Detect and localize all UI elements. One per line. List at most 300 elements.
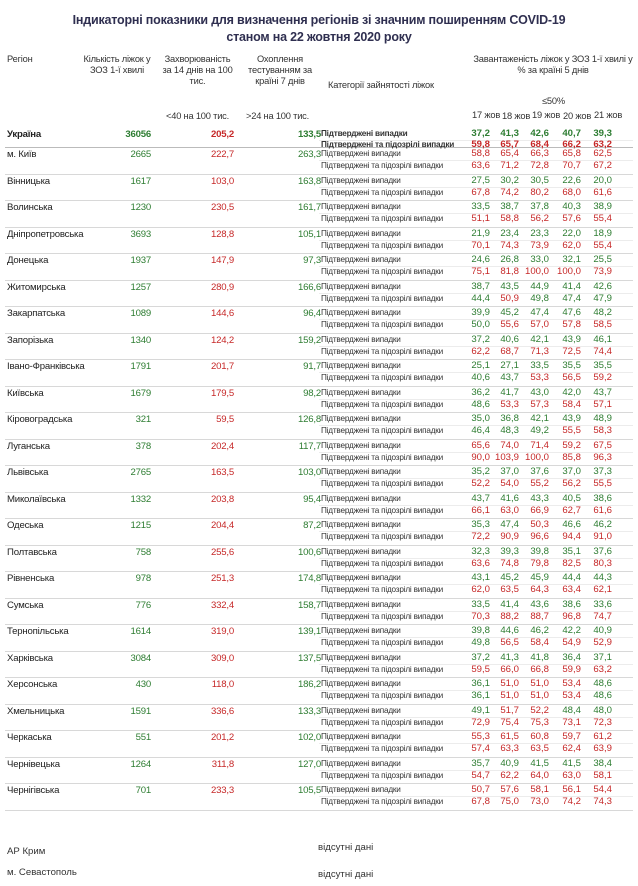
occupancy-confirmed: 48,0 [593, 704, 612, 716]
occupancy-suspected: 82,5 [562, 557, 581, 569]
occupancy-suspected: 80,2 [530, 186, 549, 198]
testing-value: 96,4 [303, 308, 321, 319]
occupancy-confirmed: 46,2 [530, 625, 549, 636]
occupancy-suspected: 74,8 [500, 557, 519, 569]
occupancy-confirmed: 40,3 [562, 201, 581, 212]
day-header: 18 жов [502, 111, 531, 121]
category-confirmed: Підтверджені випадки [321, 129, 408, 138]
occupancy-suspected: 55,2 [530, 478, 549, 489]
table-row [5, 652, 633, 679]
day-header: 19 жов [532, 110, 561, 120]
testing-value: 158,7 [297, 599, 321, 611]
region-name: Чернівецька [7, 758, 60, 770]
category-confirmed: Підтверджені випадки [321, 573, 401, 582]
region-name: Херсонська [7, 679, 58, 690]
category-suspected: Підтверджені та підозрілі випадки [321, 373, 444, 382]
occupancy-confirmed: 43,7 [471, 492, 490, 504]
table-row [5, 758, 633, 785]
region-name: Рівненська [7, 573, 55, 584]
category-suspected: Підтверджені та підозрілі випадки [321, 240, 444, 250]
category-confirmed: Підтверджені випадки [321, 387, 401, 397]
testing-value: 161,7 [297, 202, 321, 213]
occupancy-confirmed: 40,9 [593, 625, 612, 636]
region-name: Донецька [7, 255, 49, 266]
category-suspected: Підтверджені та підозрілі випадки [321, 797, 444, 806]
occupancy-suspected: 72,3 [593, 716, 612, 728]
category-confirmed: Підтверджені випадки [321, 255, 401, 264]
category-suspected: Підтверджені та підозрілі випадки [321, 505, 444, 515]
occupancy-suspected: 96,8 [562, 610, 581, 622]
table-row [5, 572, 633, 599]
occupancy-confirmed: 21,9 [471, 227, 490, 239]
beds-count: 1340 [130, 334, 151, 346]
occupancy-confirmed: 32,1 [562, 254, 581, 265]
occupancy-suspected: 63,2 [593, 663, 612, 675]
occupancy-confirmed: 41,6 [500, 492, 519, 504]
header-incidence: Захворюваність за 14 днів на 100 тис. [162, 54, 233, 86]
region-name: Вінницька [7, 175, 50, 187]
threshold-occupancy: ≤50% [542, 96, 565, 106]
occupancy-confirmed: 49,1 [471, 704, 490, 716]
occupancy-suspected: 74,3 [593, 796, 612, 807]
occupancy-suspected: 80,3 [593, 557, 612, 569]
incidence-value: 319,0 [210, 626, 234, 637]
occupancy-confirmed: 66,3 [530, 148, 549, 159]
category-suspected: Підтверджені та підозрілі випадки [321, 479, 444, 488]
beds-count: 1937 [130, 255, 151, 266]
occupancy-suspected: 50,9 [500, 292, 519, 304]
category-suspected: Підтверджені та підозрілі випадки [321, 611, 444, 621]
occupancy-suspected: 59,5 [471, 663, 490, 675]
occupancy-suspected: 72,8 [530, 160, 549, 171]
region-name: Сумська [7, 599, 44, 611]
testing-value: 133,5 [297, 129, 321, 140]
occupancy-confirmed: 30,2 [500, 174, 519, 186]
category-suspected: Підтверджені та підозрілі випадки [321, 293, 444, 303]
testing-value: 95,4 [303, 493, 321, 505]
testing-value: 126,8 [297, 414, 321, 425]
category-confirmed: Підтверджені випадки [321, 732, 401, 741]
region-name: Тернопільська [7, 626, 69, 637]
beds-count: 3084 [130, 652, 151, 664]
testing-value: 100,6 [297, 546, 321, 558]
table-row [5, 148, 633, 175]
occupancy-confirmed: 50,3 [530, 519, 549, 530]
occupancy-confirmed: 37,2 [471, 333, 490, 345]
occupancy-confirmed: 44,9 [530, 280, 549, 292]
occupancy-suspected: 66,9 [530, 504, 549, 516]
testing-value: 186,2 [297, 679, 321, 690]
occupancy-confirmed: 41,4 [562, 280, 581, 292]
occupancy-suspected: 67,8 [471, 186, 490, 198]
table-row [5, 254, 633, 281]
occupancy-confirmed: 43,3 [530, 492, 549, 504]
occupancy-suspected: 103,9 [494, 451, 519, 463]
occupancy-suspected: 58,5 [593, 319, 612, 330]
header-category: Категорії зайнятості ліжок [328, 80, 434, 90]
occupancy-suspected: 74,4 [593, 345, 612, 357]
occupancy-suspected: 74,2 [500, 186, 519, 198]
occupancy-confirmed: 41,4 [500, 598, 519, 610]
occupancy-suspected: 72,9 [471, 716, 490, 728]
table-row [5, 625, 633, 652]
occupancy-confirmed: 33,6 [593, 598, 612, 610]
occupancy-confirmed: 40,7 [562, 128, 581, 139]
region-name: Полтавська [7, 546, 57, 558]
occupancy-confirmed: 22,0 [562, 227, 581, 239]
occupancy-confirmed: 61,2 [593, 731, 612, 742]
occupancy-confirmed: 67,5 [593, 439, 612, 451]
occupancy-suspected: 51,0 [530, 690, 549, 701]
occupancy-suspected: 54,0 [500, 478, 519, 489]
table-row [5, 519, 633, 546]
occupancy-confirmed: 39,9 [471, 307, 490, 318]
testing-value: 103,0 [297, 467, 321, 478]
category-suspected: Підтверджені та підозрілі випадки [321, 267, 444, 276]
occupancy-confirmed: 54,4 [593, 784, 612, 795]
indicators-table [5, 128, 633, 811]
category-confirmed: Підтверджені випадки [321, 440, 401, 450]
category-confirmed: Підтверджені випадки [321, 599, 401, 609]
category-suspected: Підтверджені та підозрілі випадки [321, 744, 444, 753]
occupancy-suspected: 58,3 [593, 425, 612, 436]
occupancy-confirmed: 35,7 [471, 757, 490, 769]
occupancy-confirmed: 56,1 [562, 784, 581, 795]
occupancy-suspected: 48,6 [593, 690, 612, 701]
occupancy-suspected: 52,2 [471, 478, 490, 489]
occupancy-confirmed: 37,0 [562, 466, 581, 477]
category-confirmed: Підтверджені випадки [321, 520, 401, 529]
occupancy-confirmed: 74,0 [500, 439, 519, 451]
occupancy-confirmed: 71,4 [530, 439, 549, 451]
occupancy-suspected: 47,9 [593, 292, 612, 304]
table-row [5, 731, 633, 758]
occupancy-confirmed: 35,0 [471, 413, 490, 424]
category-suspected: Підтверджені та підозрілі випадки [321, 558, 444, 568]
beds-count: 1332 [130, 493, 151, 505]
occupancy-suspected: 94,4 [562, 531, 581, 542]
occupancy-confirmed: 43,6 [530, 598, 549, 610]
region-name: м. Київ [7, 149, 37, 160]
occupancy-suspected: 75,4 [500, 716, 519, 728]
occupancy-confirmed: 37,2 [471, 128, 490, 139]
incidence-value: 144,6 [210, 308, 234, 319]
occupancy-suspected: 59,9 [562, 663, 581, 675]
occupancy-suspected: 63,0 [562, 769, 581, 781]
occupancy-confirmed: 37,8 [530, 201, 549, 212]
table-row [5, 387, 633, 414]
incidence-value: 311,8 [211, 758, 234, 770]
occupancy-confirmed: 61,5 [500, 731, 519, 742]
category-suspected: Підтверджені та підозрілі випадки [321, 320, 444, 329]
occupancy-suspected: 66,8 [530, 663, 549, 675]
occupancy-confirmed: 27,5 [471, 174, 490, 186]
category-confirmed: Підтверджені випадки [321, 546, 401, 556]
occupancy-suspected: 62,2 [500, 769, 519, 781]
testing-value: 98,2 [303, 387, 321, 399]
occupancy-confirmed: 43,7 [593, 386, 612, 398]
occupancy-confirmed: 59,7 [562, 731, 581, 742]
occupancy-confirmed: 41,5 [562, 757, 581, 769]
occupancy-confirmed: 37,6 [530, 466, 549, 477]
occupancy-suspected: 44,4 [471, 292, 490, 304]
occupancy-confirmed: 42,1 [530, 413, 549, 424]
testing-value: 117,7 [298, 440, 321, 452]
category-suspected: Підтверджені та підозрілі випадки [321, 399, 444, 409]
table-row [5, 599, 633, 626]
category-suspected: Підтверджені та підозрілі випадки [321, 664, 444, 674]
occupancy-suspected: 43,7 [500, 372, 519, 383]
beds-count: 1591 [130, 705, 151, 717]
table-row [5, 440, 633, 467]
table-row [5, 413, 633, 440]
category-confirmed: Підтверджені випадки [321, 652, 401, 662]
occupancy-confirmed: 46,2 [593, 519, 612, 530]
occupancy-confirmed: 47,4 [500, 519, 519, 530]
beds-count: 1614 [130, 626, 151, 637]
occupancy-confirmed: 33,5 [530, 360, 549, 371]
occupancy-confirmed: 24,6 [471, 254, 490, 265]
day-header: 21 жов [594, 110, 623, 120]
occupancy-confirmed: 42,2 [562, 625, 581, 636]
occupancy-suspected: 57,1 [593, 398, 612, 410]
occupancy-suspected: 71,2 [500, 160, 519, 171]
category-confirmed: Підтверджені випадки [321, 785, 401, 794]
occupancy-suspected: 96,3 [593, 451, 612, 463]
testing-value: 102,0 [297, 732, 321, 743]
incidence-value: 222,7 [210, 149, 234, 160]
beds-count: 1215 [130, 520, 151, 531]
occupancy-confirmed: 30,5 [530, 174, 549, 186]
occupancy-suspected: 59,2 [593, 372, 612, 383]
occupancy-confirmed: 42,0 [562, 386, 581, 398]
header-occupancy: Завантаженість ліжок у ЗОЗ 1-ї хвилі у % за країні 5 днів [473, 54, 633, 75]
occupancy-suspected: 63,2 [593, 139, 612, 150]
table-row [5, 228, 633, 255]
testing-value: 87,2 [303, 520, 321, 531]
table-row [5, 334, 633, 361]
occupancy-suspected: 68,0 [562, 186, 581, 198]
occupancy-confirmed: 41,5 [530, 757, 549, 769]
occupancy-confirmed: 37,0 [500, 466, 519, 477]
occupancy-confirmed: 46,1 [593, 333, 612, 345]
beds-count: 1791 [130, 361, 151, 372]
occupancy-suspected: 64,3 [530, 584, 549, 595]
testing-value: 133,3 [297, 705, 321, 717]
incidence-value: 336,6 [210, 705, 234, 717]
beds-count: 2665 [130, 149, 151, 160]
occupancy-confirmed: 39,8 [471, 625, 490, 636]
category-confirmed: Підтверджені випадки [321, 281, 401, 291]
occupancy-confirmed: 48,4 [562, 704, 581, 716]
occupancy-confirmed: 35,1 [562, 545, 581, 557]
occupancy-confirmed: 39,3 [593, 128, 612, 139]
table-row [5, 678, 633, 705]
category-confirmed: Підтверджені випадки [321, 308, 401, 317]
category-confirmed: Підтверджені випадки [321, 202, 401, 211]
occupancy-confirmed: 45,2 [500, 572, 519, 583]
occupancy-suspected: 72,5 [562, 345, 581, 357]
occupancy-suspected: 51,0 [500, 690, 519, 701]
occupancy-suspected: 65,7 [500, 139, 519, 150]
occupancy-suspected: 63,0 [500, 504, 519, 516]
occupancy-confirmed: 38,7 [500, 201, 519, 212]
category-confirmed: Підтверджені випадки [321, 493, 401, 503]
region-name: Хмельницька [7, 705, 65, 717]
incidence-value: 59,5 [216, 414, 234, 425]
occupancy-suspected: 66,1 [471, 504, 490, 516]
occupancy-confirmed: 37,1 [593, 651, 612, 663]
occupancy-suspected: 75,1 [471, 266, 490, 277]
occupancy-suspected: 54,9 [562, 637, 581, 648]
occupancy-confirmed: 39,8 [530, 545, 549, 557]
region-name: Закарпатська [7, 308, 65, 319]
occupancy-confirmed: 38,7 [471, 280, 490, 292]
category-suspected: Підтверджені та підозрілі випадки [321, 426, 444, 435]
day-header: 17 жов [472, 110, 501, 120]
occupancy-suspected: 49,8 [530, 292, 549, 304]
incidence-value: 251,3 [210, 573, 234, 584]
occupancy-suspected: 63,9 [593, 743, 612, 754]
testing-value: 105,1 [297, 228, 321, 240]
occupancy-confirmed: 44,3 [593, 572, 612, 583]
category-suspected: Підтверджені та підозрілі випадки [321, 214, 444, 223]
occupancy-suspected: 70,1 [471, 239, 490, 251]
occupancy-confirmed: 25,1 [471, 360, 490, 371]
beds-count: 1617 [130, 175, 151, 187]
occupancy-suspected: 96,6 [530, 531, 549, 542]
occupancy-suspected: 47,4 [562, 292, 581, 304]
occupancy-suspected: 55,6 [500, 319, 519, 330]
testing-value: 166,6 [297, 281, 321, 293]
occupancy-confirmed: 25,5 [593, 254, 612, 265]
occupancy-confirmed: 38,9 [593, 201, 612, 212]
occupancy-confirmed: 41,8 [530, 651, 549, 663]
occupancy-confirmed: 47,6 [562, 307, 581, 318]
header-testing: Охоплення тестуванням за країні 7 днів [248, 54, 312, 86]
occupancy-suspected: 62,0 [471, 584, 490, 595]
incidence-value: 128,8 [210, 228, 234, 240]
occupancy-confirmed: 37,6 [593, 545, 612, 557]
beds-count: 36056 [125, 129, 151, 140]
header-beds: Кількість ліжок у ЗОЗ 1-ї хвилі [83, 54, 151, 75]
incidence-value: 280,9 [210, 281, 234, 293]
occupancy-confirmed: 20,0 [593, 174, 612, 186]
region-name: Луганська [7, 440, 50, 452]
table-row [5, 493, 633, 520]
occupancy-confirmed: 41,7 [500, 386, 519, 398]
occupancy-confirmed: 53,4 [562, 678, 581, 689]
occupancy-confirmed: 43,0 [530, 386, 549, 398]
region-name: Дніпропетровська [7, 228, 84, 240]
occupancy-suspected: 63,4 [562, 584, 581, 595]
occupancy-suspected: 55,5 [593, 478, 612, 489]
occupancy-confirmed: 51,0 [530, 678, 549, 689]
occupancy-confirmed: 39,3 [500, 545, 519, 557]
occupancy-suspected: 59,8 [471, 139, 490, 150]
occupancy-confirmed: 36,8 [500, 413, 519, 424]
occupancy-suspected: 73,9 [593, 266, 612, 277]
occupancy-confirmed: 37,2 [471, 651, 490, 663]
occupancy-suspected: 68,7 [500, 345, 519, 357]
occupancy-suspected: 90,9 [500, 531, 519, 542]
occupancy-suspected: 88,7 [530, 610, 549, 622]
threshold-testing: >24 на 100 тис. [246, 111, 310, 121]
occupancy-suspected: 52,9 [593, 637, 612, 648]
occupancy-confirmed: 43,9 [562, 333, 581, 345]
table-row [5, 281, 633, 308]
occupancy-suspected: 91,0 [593, 531, 612, 542]
occupancy-suspected: 58,4 [562, 398, 581, 410]
occupancy-confirmed: 22,6 [562, 174, 581, 186]
region-name: Житомирська [7, 281, 66, 293]
occupancy-suspected: 66,0 [500, 663, 519, 675]
incidence-value: 255,6 [210, 546, 234, 558]
occupancy-suspected: 74,7 [593, 610, 612, 622]
occupancy-suspected: 70,3 [471, 610, 490, 622]
occupancy-suspected: 56,5 [500, 637, 519, 648]
occupancy-confirmed: 38,6 [593, 492, 612, 504]
occupancy-confirmed: 43,1 [471, 572, 490, 583]
occupancy-suspected: 75,3 [530, 716, 549, 728]
occupancy-confirmed: 35,2 [471, 466, 490, 477]
occupancy-suspected: 55,4 [593, 213, 612, 224]
occupancy-suspected: 40,6 [471, 372, 490, 383]
testing-value: 97,3 [303, 255, 321, 266]
table-row [5, 307, 633, 334]
category-suspected: Підтверджені та підозрілі випадки [321, 770, 444, 780]
occupancy-confirmed: 43,9 [562, 413, 581, 424]
category-suspected: Підтверджені та підозрілі випадки [321, 638, 444, 647]
occupancy-suspected: 72,2 [471, 531, 490, 542]
footer-note: відсутні дані [318, 842, 374, 853]
occupancy-suspected: 74,3 [500, 239, 519, 251]
category-suspected: Підтверджені та підозрілі випадки [321, 532, 444, 541]
region-name: Миколаївська [7, 493, 66, 505]
beds-count: 1264 [130, 758, 151, 770]
table-row [5, 784, 633, 811]
occupancy-confirmed: 23,4 [500, 227, 519, 239]
incidence-value: 163,5 [210, 467, 234, 478]
occupancy-suspected: 49,2 [530, 425, 549, 436]
occupancy-confirmed: 43,5 [500, 280, 519, 292]
table-row-total [5, 128, 633, 148]
occupancy-suspected: 58,8 [500, 213, 519, 224]
testing-value: 139,1 [297, 626, 321, 637]
occupancy-suspected: 53,3 [530, 372, 549, 383]
region-name: Кіровоградська [7, 414, 73, 425]
occupancy-suspected: 62,7 [562, 504, 581, 516]
threshold-incidence: <40 на 100 тис. [166, 111, 230, 121]
beds-count: 1257 [130, 281, 151, 293]
table-row [5, 175, 633, 202]
occupancy-suspected: 61,6 [593, 186, 612, 198]
occupancy-suspected: 62,1 [593, 584, 612, 595]
incidence-value: 147,9 [210, 255, 234, 266]
category-suspected: Підтверджені та підозрілі випадки [321, 717, 444, 727]
occupancy-confirmed: 45,2 [500, 307, 519, 318]
title-line-1: Індикаторні показники для визначення регіонів зі значним поширенням COVID-19 [72, 13, 566, 27]
occupancy-suspected: 55,4 [593, 239, 612, 251]
occupancy-suspected: 63,5 [530, 743, 549, 754]
incidence-value: 124,2 [210, 334, 234, 346]
occupancy-confirmed: 40,5 [562, 492, 581, 504]
occupancy-suspected: 62,2 [471, 345, 490, 357]
occupancy-suspected: 53,4 [562, 690, 581, 701]
occupancy-suspected: 64,0 [530, 769, 549, 781]
occupancy-confirmed: 33,5 [471, 598, 490, 610]
occupancy-confirmed: 59,2 [562, 439, 581, 451]
